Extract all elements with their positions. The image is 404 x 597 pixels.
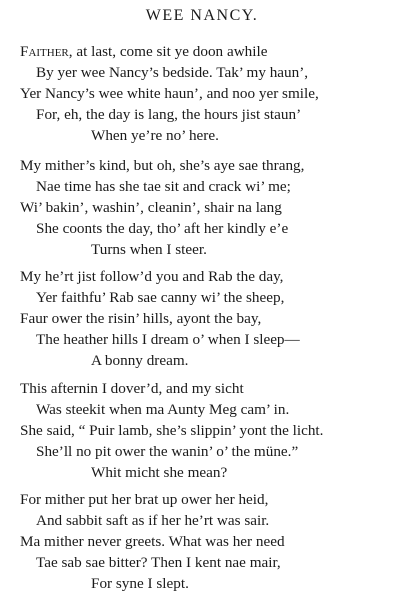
line-text: at last, come sit ye doon awhile (72, 43, 268, 60)
poem-line: Tae sab sae bitter? Then I kent nae mair, (36, 554, 281, 571)
poem-line: Yer Nancy’s wee white haun’, and noo yer smile, (20, 85, 319, 102)
poem-title: WEE NANCY. (145, 7, 259, 24)
poem-line: My he’rt jist follow’d you and Rab the day, (20, 268, 284, 285)
poem-line: Wi’ bakin’, washin’, cleanin’, shair na lang (20, 199, 282, 216)
poem-line: And sabbit saft as if her he’rt was sair. (36, 512, 270, 529)
poem-line: She’ll no pit ower the wanin’ o’ the müne.” (36, 443, 299, 460)
poem-line: This afternin I dover’d, and my sicht (20, 380, 244, 397)
poem-line: My mither’s kind, but oh, she’s aye sae thrang, (20, 157, 305, 174)
poem-line: She coonts the day, tho’ aft her kindly e’e (36, 220, 289, 237)
poem-line: She said, “ Puir lamb, she’s slippin’ yont the licht. (20, 422, 324, 439)
poem-line: For syne I slept. (91, 575, 189, 592)
poem-line: When ye’re no’ here. (91, 127, 219, 144)
poem-line: For mither put her brat up ower her heid, (20, 491, 269, 508)
poem-line: Yer faithfu’ Rab sae canny wi’ the sheep, (36, 289, 285, 306)
poem-line: Nae time has she tae sit and crack wi’ me; (36, 178, 291, 195)
poem-line: A bonny dream. (91, 352, 189, 369)
poem-line: Faur ower the risin’ hills, ayont the bay, (20, 310, 262, 327)
poem-line: Turns when I steer. (91, 241, 207, 258)
poem-line: For, eh, the day is lang, the hours jist staun’ (36, 106, 302, 123)
poem-line: By yer wee Nancy’s bedside. Tak’ my haun’, (36, 64, 309, 81)
opening-word: Faither, (20, 43, 73, 60)
poem-line: The heather hills I dream o’ when I sleep— (36, 331, 300, 348)
poem-line: Was steekit when ma Aunty Meg cam’ in. (36, 401, 290, 418)
poem-line: Ma mither never greets. What was her need (20, 533, 285, 550)
poem-line: Whit micht she mean? (91, 464, 228, 481)
poem-line (20, 42, 267, 62)
